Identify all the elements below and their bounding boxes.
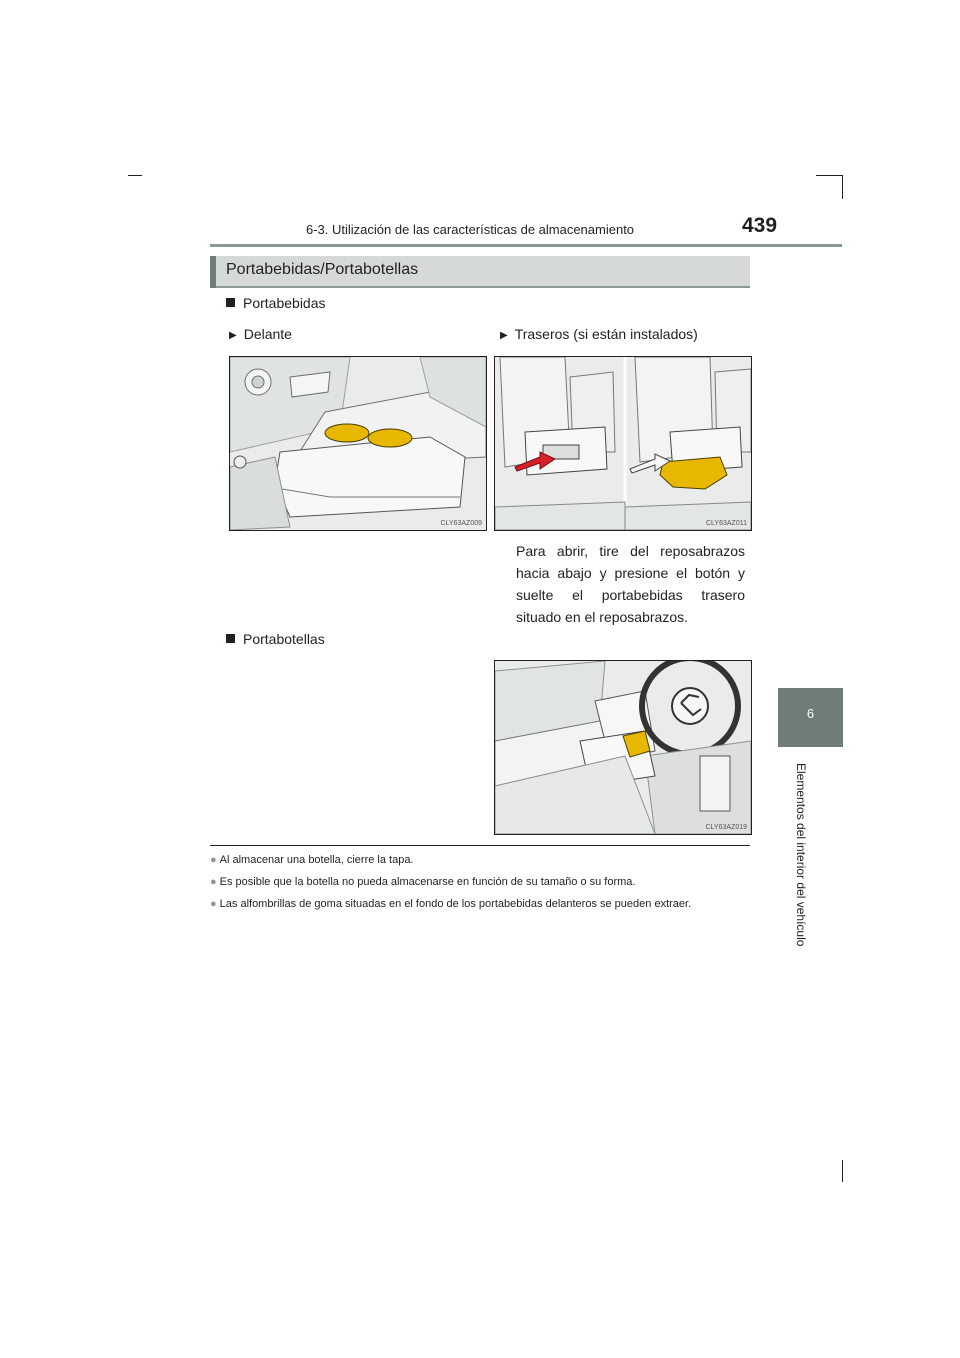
cup-holder-left-icon xyxy=(325,424,369,442)
chapter-tab xyxy=(778,688,843,747)
running-header: 6-3. Utilización de las características de almacenamiento xyxy=(306,222,635,237)
section-title-bar xyxy=(210,256,750,288)
front-label: ▶ Delante xyxy=(229,326,292,342)
front-cup-holder-illustration xyxy=(229,356,487,531)
square-bullet-icon xyxy=(226,298,235,307)
note-item: ● Las alfombrillas de goma situadas en el fondo de los portabebidas delanteros se pueden extraer. xyxy=(210,898,692,910)
header-rule xyxy=(210,244,842,247)
triangle-bullet-icon: ▶ xyxy=(229,330,237,341)
section-accent xyxy=(210,256,216,288)
crop-mark xyxy=(128,175,142,176)
chapter-number: 6 xyxy=(806,706,815,721)
chapter-title: Elementos del interior del vehículo xyxy=(794,763,808,947)
section-title: Portabebidas/Portabotellas xyxy=(226,261,419,278)
circle-bullet-icon: ● xyxy=(210,876,217,888)
circle-bullet-icon: ● xyxy=(210,898,217,910)
triangle-bullet-icon: ▶ xyxy=(500,330,508,341)
crop-mark xyxy=(842,175,843,199)
cup-holders-heading: Portabebidas xyxy=(226,295,326,311)
cup-holder-right-icon xyxy=(368,429,412,447)
bottle-holder-illustration xyxy=(494,660,752,835)
rear-cup-holder-illustration xyxy=(494,356,752,531)
page-number: 439 xyxy=(742,214,778,237)
image-code: CLY63AZ019 xyxy=(705,824,747,831)
crop-mark xyxy=(816,175,842,176)
square-bullet-icon xyxy=(226,634,235,643)
image-code: CLY63AZ011 xyxy=(706,520,747,527)
rear-label: ▶ Traseros (si están instalados) xyxy=(500,326,698,342)
circle-bullet-icon: ● xyxy=(210,854,217,866)
bottle-holders-heading: Portabotellas xyxy=(226,631,325,647)
note-item: ● Al almacenar una botella, cierre la tapa. xyxy=(210,854,414,866)
rear-cup-holder-caption: Para abrir, tire del reposabrazos hacia abajo y presione el botón y suelte el portabebidas trasero situado en el reposabrazos. xyxy=(516,543,745,625)
chapter-title-vertical xyxy=(780,763,810,953)
notes-rule xyxy=(210,845,750,846)
crop-mark xyxy=(842,1160,843,1182)
image-code: CLY63AZ009 xyxy=(440,520,482,527)
note-item: ● Es posible que la botella no pueda almacenarse en función de su tamaño o su forma. xyxy=(210,876,636,888)
